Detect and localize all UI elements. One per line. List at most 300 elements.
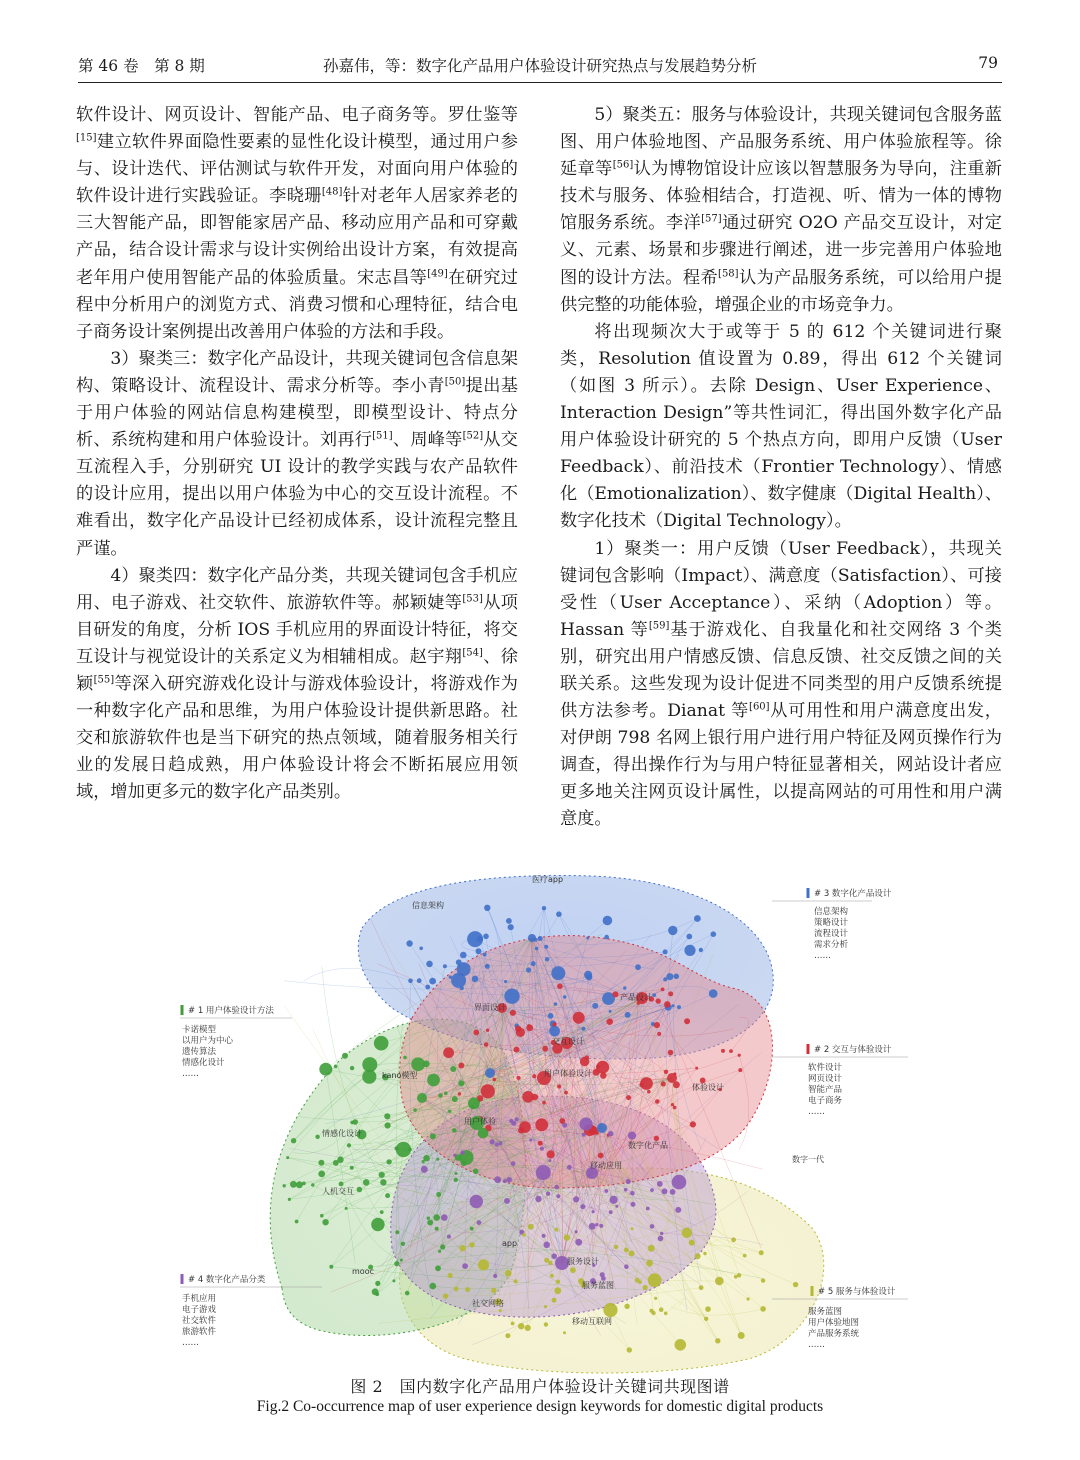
network-node [663, 949, 668, 954]
network-node [624, 1188, 628, 1192]
network-node [554, 1228, 558, 1232]
network-node [630, 1191, 635, 1196]
network-node [371, 1218, 384, 1231]
legend-item: …… [808, 1107, 825, 1117]
network-node [429, 978, 436, 985]
network-node [624, 1304, 629, 1309]
text-run: 5）聚类五：服务与体验设计，共现关键词包含服务蓝图、用户体验地图、产品服务系统、用户体验旅程等。徐延章等 [560, 105, 1002, 180]
network-node [599, 1224, 603, 1228]
network-node [646, 1207, 650, 1211]
text-run: 从可用性和用户满意度出发，对伊朗 798 名网上银行用户进行用户特征及网页操作行为调查，得出操作行为与用户特征显著相关，网站设计者应更多地关注网页设计属性，以提高网站的可用性和用户满意度。 [560, 701, 1002, 830]
legend-cluster-3 [772, 888, 892, 961]
network-node [515, 1117, 519, 1121]
network-node [648, 1273, 662, 1287]
network-node [472, 976, 479, 983]
network-node [660, 1232, 663, 1235]
network-node [526, 967, 531, 972]
network-node [454, 1178, 458, 1182]
legend-item: 服务蓝图 [808, 1307, 843, 1317]
network-node [564, 1234, 570, 1240]
network-node [499, 1141, 503, 1145]
legend-item: 社交软件 [182, 1316, 217, 1326]
network-node [585, 1055, 589, 1059]
network-node [483, 953, 487, 957]
network-node [715, 1338, 720, 1343]
network-node [705, 1306, 711, 1312]
network-node [557, 1085, 561, 1089]
network-node [350, 1166, 354, 1170]
network-node [406, 940, 412, 946]
network-node [615, 1205, 618, 1208]
network-node [403, 1056, 407, 1060]
legend-item: 流程设计 [814, 929, 849, 939]
network-node [425, 985, 430, 990]
network-node [495, 1143, 499, 1147]
network-node [528, 934, 536, 942]
network-node [536, 1165, 551, 1180]
network-node [609, 1010, 612, 1013]
node-label: 服务设计 [567, 1257, 599, 1266]
network-node [627, 1347, 632, 1352]
network-node [608, 1131, 614, 1137]
network-node [699, 948, 703, 952]
citation-ref: [49] [427, 267, 448, 279]
legend-item: 智能产品 [808, 1085, 843, 1095]
network-node [549, 1026, 560, 1037]
running-title: 孙嘉伟，等：数字化产品用户体验设计研究热点与发展趋势分析 [322, 57, 757, 75]
network-node [448, 1273, 453, 1278]
text-run: 建立软件界面隐性要素的显性化设计模型，通过用户参与、设计迭代、评估测试与软件开发，对面向用户体验的软件设计进行实践验证。李晓珊 [76, 132, 518, 207]
network-node [552, 1022, 556, 1026]
network-node [450, 1066, 456, 1072]
network-node [470, 1105, 474, 1109]
node-label: 界面设计 [474, 1003, 506, 1012]
network-node [478, 1259, 489, 1270]
network-node [650, 1188, 654, 1192]
left-column [76, 102, 518, 806]
network-node [643, 1285, 648, 1290]
network-node [550, 1274, 554, 1278]
network-node [625, 1012, 631, 1018]
network-node [396, 1142, 411, 1157]
network-node [703, 1252, 706, 1255]
network-node [374, 1036, 389, 1051]
network-node [362, 1057, 377, 1072]
network-node [589, 1223, 596, 1230]
page-number: 79 [978, 54, 998, 72]
network-node [347, 1143, 351, 1147]
network-node [286, 1156, 289, 1159]
network-node [458, 1092, 461, 1095]
legend-item: 卡诺模型 [182, 1025, 217, 1035]
network-node [454, 1287, 459, 1292]
network-node [686, 934, 692, 940]
network-node [443, 1293, 448, 1298]
citation-ref: [59] [648, 620, 670, 632]
network-node [302, 1182, 306, 1186]
network-node [674, 974, 680, 980]
network-node [423, 1060, 430, 1067]
network-node [443, 964, 447, 968]
network-node [551, 966, 565, 980]
network-node [659, 1307, 664, 1312]
network-node [673, 1106, 677, 1110]
network-node [477, 1220, 482, 1225]
network-node [603, 916, 613, 926]
network-node [511, 1322, 515, 1326]
network-node [462, 1263, 468, 1269]
network-node [556, 911, 562, 917]
network-node [455, 1172, 458, 1175]
citation-ref: [53] [462, 592, 483, 604]
network-node [510, 1010, 516, 1016]
network-node [646, 1260, 653, 1267]
legend-item: 需求分析 [814, 940, 849, 950]
network-node [430, 1283, 437, 1290]
network-node [694, 915, 701, 922]
network-node [421, 1166, 428, 1173]
node-label: 移动应用 [590, 1161, 622, 1170]
text-run: 提出基于用户体验的网站信息构建模型，即模型设计、特点分析、系统构建和用户体验设计。刘再行 [76, 375, 518, 451]
node-label: kano模型 [382, 1071, 418, 1080]
network-node [573, 1012, 585, 1024]
network-node [484, 905, 490, 911]
network-node [508, 924, 514, 930]
network-node [548, 1013, 554, 1019]
citation-ref: [52] [462, 430, 484, 442]
network-node [542, 1101, 546, 1105]
text-run: 、周峰等 [392, 430, 463, 451]
citation-ref: [50] [444, 376, 466, 388]
network-node [296, 1181, 303, 1188]
text-run: 4）聚类四：数字化产品分类，共现关键词包含手机应用、电子游戏、社交软件、旅游软件等。郝颖婕等 [76, 565, 518, 613]
network-node [743, 1254, 747, 1258]
body-paragraph [76, 563, 518, 807]
network-node [417, 978, 422, 983]
legend-item: 策略设计 [814, 918, 849, 928]
network-node [661, 988, 665, 992]
network-node [339, 1182, 344, 1187]
network-node [319, 1063, 332, 1076]
legend-item: 产品服务系统 [808, 1329, 860, 1339]
network-node [635, 964, 641, 970]
network-node [689, 1240, 695, 1246]
network-node [640, 1077, 653, 1090]
network-node [542, 1234, 546, 1238]
network-node [760, 1306, 766, 1312]
network-node [626, 1095, 631, 1100]
network-node [580, 1117, 593, 1130]
network-node [427, 1074, 440, 1087]
network-node [580, 1204, 585, 1209]
network-node [704, 1317, 708, 1321]
network-node [546, 1192, 550, 1196]
network-node [563, 1331, 566, 1334]
network-node [504, 989, 519, 1004]
network-node [552, 1298, 557, 1303]
text-run: 从项目研发的角度，分析 IOS 手机应用的界面设计特征，将交互设计与视觉设计的关系定义为相辅相成。赵宇翔 [76, 592, 518, 667]
network-node [473, 1030, 479, 1036]
network-node [597, 1123, 607, 1133]
network-node [677, 1005, 681, 1009]
network-node [476, 948, 482, 954]
legend-item: 手机应用 [182, 1294, 217, 1304]
network-node [592, 1003, 598, 1009]
legend-title: # 3 数字化产品设计 [814, 889, 892, 899]
network-node [584, 971, 592, 979]
legend-item: 电子商务 [808, 1096, 843, 1106]
network-node [711, 931, 717, 937]
legend-item: …… [814, 951, 831, 961]
network-node [554, 1287, 561, 1294]
network-node [494, 1176, 501, 1183]
network-node [664, 1312, 668, 1316]
legend-title: # 1 用户体验设计方法 [188, 1006, 274, 1016]
text-run: 认为博物馆设计应该以智慧服务为导向，注重新技术与服务、体验相结合，打造视、听、情为一体的博物馆服务系统。李洋 [560, 159, 1002, 234]
network-node [548, 1261, 552, 1265]
network-node [504, 980, 507, 983]
legend-cluster-1 [180, 1005, 292, 1079]
network-node [493, 1078, 497, 1082]
network-node [345, 1207, 348, 1210]
network-node [470, 1227, 474, 1231]
network-node [538, 936, 543, 941]
text-run: 1）聚类一：用户反馈（User Feedback），共现关键词包含影响（Impact）、满意度（Satisfaction）、可接受性（User Acceptance）、采纳（Adoption）等。Hassan 等 [560, 538, 1002, 640]
network-node [747, 1297, 750, 1300]
network-node [540, 1147, 544, 1151]
network-node [545, 957, 549, 961]
network-node [322, 1219, 328, 1225]
network-node [672, 1175, 687, 1190]
network-node [318, 1160, 324, 1166]
network-node [603, 1303, 617, 1317]
network-node [448, 1110, 451, 1113]
network-node [654, 1297, 657, 1300]
network-node [656, 998, 661, 1003]
legend-item: …… [182, 1338, 199, 1348]
network-node [586, 937, 589, 940]
network-node [675, 1339, 687, 1351]
network-node [675, 1207, 681, 1213]
network-node [525, 1325, 531, 1331]
network-node [548, 1159, 551, 1162]
network-node [668, 926, 677, 935]
journal-volume: 第 46 卷 第 8 期 [78, 57, 205, 75]
node-label: 体验设计 [692, 1083, 724, 1092]
network-node [626, 1179, 631, 1184]
network-node [491, 1288, 496, 1293]
network-node [295, 1220, 299, 1224]
citation-ref: [51] [372, 430, 393, 442]
text-run: 从交互流程入手，分别研究 UI 设计的教学实践与农产品软件的设计应用，提出以用户体验为中心的交互设计流程。不难看出，数字化产品设计已经初成体系，设计流程完整且严谨。 [76, 430, 518, 559]
network-node [709, 989, 718, 998]
network-node [544, 1322, 548, 1326]
network-node [595, 1223, 598, 1226]
network-node [440, 1244, 445, 1249]
legend-item: 网页设计 [808, 1074, 843, 1084]
right-column [560, 102, 1002, 834]
network-node [505, 1270, 512, 1277]
cooccurrence-map-figure [172, 868, 908, 1380]
network-node [380, 1210, 384, 1214]
network-node [458, 1080, 464, 1086]
network-node [664, 1070, 668, 1074]
text-run: 基于游戏化、自我量化和社交网络 3 个类别，研究出用户情感反馈、信息反馈、社交反馈之间的关联关系。这些发现为设计促进不同类型的用户反馈系统提供方法参考。Dianat 等 [560, 619, 1002, 722]
text-run: 等深入研究游戏化设计与游戏体验设计，将游戏作为一种数字化产品和思维，为用户体验设计提供新思路。社交和旅游软件也是当下研究的热点领域，随着服务相关行业的发展日趋成熟，用户体验设计将会不断拓展应用领域，增加更多元的数字化产品类别。 [76, 673, 518, 803]
node-label: 用户体验设计 [544, 1069, 592, 1078]
network-node [290, 1181, 297, 1188]
network-node [342, 1053, 348, 1059]
node-label: 社交网络 [472, 1299, 504, 1308]
network-node [544, 1258, 549, 1263]
network-node [592, 1210, 595, 1213]
network-node [518, 1323, 524, 1329]
network-node [671, 1103, 674, 1106]
network-node [384, 1113, 390, 1119]
network-node [655, 1099, 660, 1104]
network-node [357, 1187, 363, 1193]
network-node [543, 1242, 550, 1249]
network-node [647, 1090, 651, 1094]
network-node [527, 1024, 530, 1027]
network-node [575, 1230, 578, 1233]
node-label: app [502, 1239, 518, 1248]
network-node [624, 1264, 629, 1269]
network-node [465, 1287, 470, 1292]
legend-item: …… [182, 1069, 199, 1079]
network-node [631, 1227, 634, 1230]
legend-item: 旅游软件 [182, 1327, 217, 1337]
network-node [570, 1267, 576, 1273]
network-node [426, 961, 433, 968]
text-run: 软件设计、网页设计、智能产品、电子商务等。罗仕鉴等 [76, 105, 518, 125]
network-node [333, 1160, 339, 1166]
network-node [503, 1179, 507, 1183]
network-node [395, 1230, 399, 1234]
network-node [350, 1066, 354, 1070]
network-node [509, 1119, 513, 1123]
network-node [385, 1193, 390, 1198]
network-node [329, 1265, 333, 1269]
network-node [417, 1093, 427, 1103]
network-node [375, 1281, 380, 1286]
network-node [320, 1214, 324, 1218]
network-node [610, 1196, 618, 1204]
network-node [793, 1282, 798, 1287]
network-node [352, 1119, 358, 1125]
network-node [506, 918, 512, 924]
network-node [628, 1132, 636, 1140]
network-node [444, 1092, 448, 1096]
node-label: 用户体验 [464, 1117, 496, 1126]
citation-ref: [58] [718, 267, 739, 279]
text-run: 将出现频次大于或等于 5 的 612 个关键词进行聚类，Resolution 值设置为 0.89，得出 612 个关键词（如图 3 所示）。去除 Design、User Experience、Interaction Design”等共性词汇，得出国外数字化产品用户体验设计研究的 5 个热点方向，即用户反馈（User Feedback）、前沿技术（Frontier Technology）、情感化（Emotionalization）、数字健康（Digital Health）、数字化技术（Digital Technology）。 [560, 321, 1003, 532]
network-node [408, 979, 413, 984]
network-node [529, 1139, 532, 1142]
network-node [473, 1168, 479, 1174]
network-node [544, 1305, 547, 1308]
legend-item: 信息架构 [814, 907, 849, 917]
network-node [535, 1196, 541, 1202]
network-node [394, 1261, 399, 1266]
network-node [695, 1253, 701, 1259]
legend-title: # 2 交互与体验设计 [814, 1045, 892, 1055]
node-label: 数字化产品 [628, 1141, 668, 1150]
network-node [613, 991, 619, 997]
citation-ref: [48] [321, 186, 343, 198]
network-node [729, 1049, 733, 1053]
network-node [511, 1161, 516, 1166]
network-node [699, 1285, 704, 1290]
network-node [759, 1250, 764, 1255]
text-run: 3）聚类三：数字化产品设计，共现关键词包含信息架构、策略设计、流程设计、需求分析等。李小青 [76, 348, 518, 396]
network-node [458, 1063, 464, 1069]
network-node [456, 959, 462, 965]
network-node [738, 1054, 741, 1057]
network-node [436, 1192, 441, 1197]
network-node [672, 1004, 675, 1007]
network-node [573, 1196, 579, 1202]
network-node [684, 945, 695, 956]
network-node [435, 1265, 441, 1271]
legend-item: 情感化设计 [182, 1058, 225, 1068]
network-node [575, 1239, 582, 1246]
network-node [401, 1242, 405, 1246]
text-run: 通过研究 O2O 产品交互设计，对定义、元素、场景和步骤进行阐述，进一步完善用户体验地图的设计方法。程希 [560, 213, 1002, 288]
network-node [499, 1309, 502, 1312]
network-node [715, 1277, 724, 1286]
network-node [535, 947, 538, 950]
network-node [514, 1279, 518, 1283]
network-node [411, 1057, 425, 1071]
citation-ref: [15] [76, 132, 97, 144]
network-node [484, 1042, 489, 1047]
text-run: 针对老年人居家养老的三大智能产品，即智能家居产品、移动应用产品和可穿戴产品，结合设计需求与设计实例给出设计方案，有效提高老年用户使用智能产品的体验质量。宋志昌等 [76, 186, 518, 288]
body-paragraph [560, 102, 1002, 319]
network-node [470, 1195, 483, 1208]
network-node [483, 934, 489, 940]
network-node [452, 1128, 457, 1133]
network-node [684, 1018, 690, 1024]
network-node [363, 1179, 370, 1186]
network-node [441, 1214, 448, 1221]
network-node [598, 1153, 604, 1159]
running-header [78, 50, 1002, 83]
network-node [614, 1245, 619, 1250]
network-node [486, 1029, 489, 1032]
legend-item: 软件设计 [808, 1063, 843, 1073]
text-run: 在研究过程中分析用户的浏览方式、消费习惯和心理特征，结合电子商务设计案例提出改善用户体验的方法和手段。 [76, 267, 518, 342]
network-node [461, 1151, 465, 1155]
network-node [695, 1067, 698, 1070]
network-node [469, 1242, 474, 1247]
network-node [581, 1027, 585, 1031]
figure-caption-en: Fig.2 Co-occurrence map of user experience design keywords for domestic digital products [256, 1398, 824, 1415]
network-node [631, 1202, 636, 1207]
legend-cluster-2 [772, 1044, 908, 1117]
network-node [518, 1127, 524, 1133]
network-node [658, 1236, 664, 1242]
network-node [532, 1074, 536, 1078]
network-node [460, 986, 464, 990]
network-node [485, 1068, 495, 1078]
network-node [504, 1198, 510, 1204]
network-node [651, 1311, 655, 1315]
network-node [531, 961, 536, 966]
network-node [567, 1165, 572, 1170]
network-node [596, 1061, 609, 1074]
network-node [654, 1022, 660, 1028]
